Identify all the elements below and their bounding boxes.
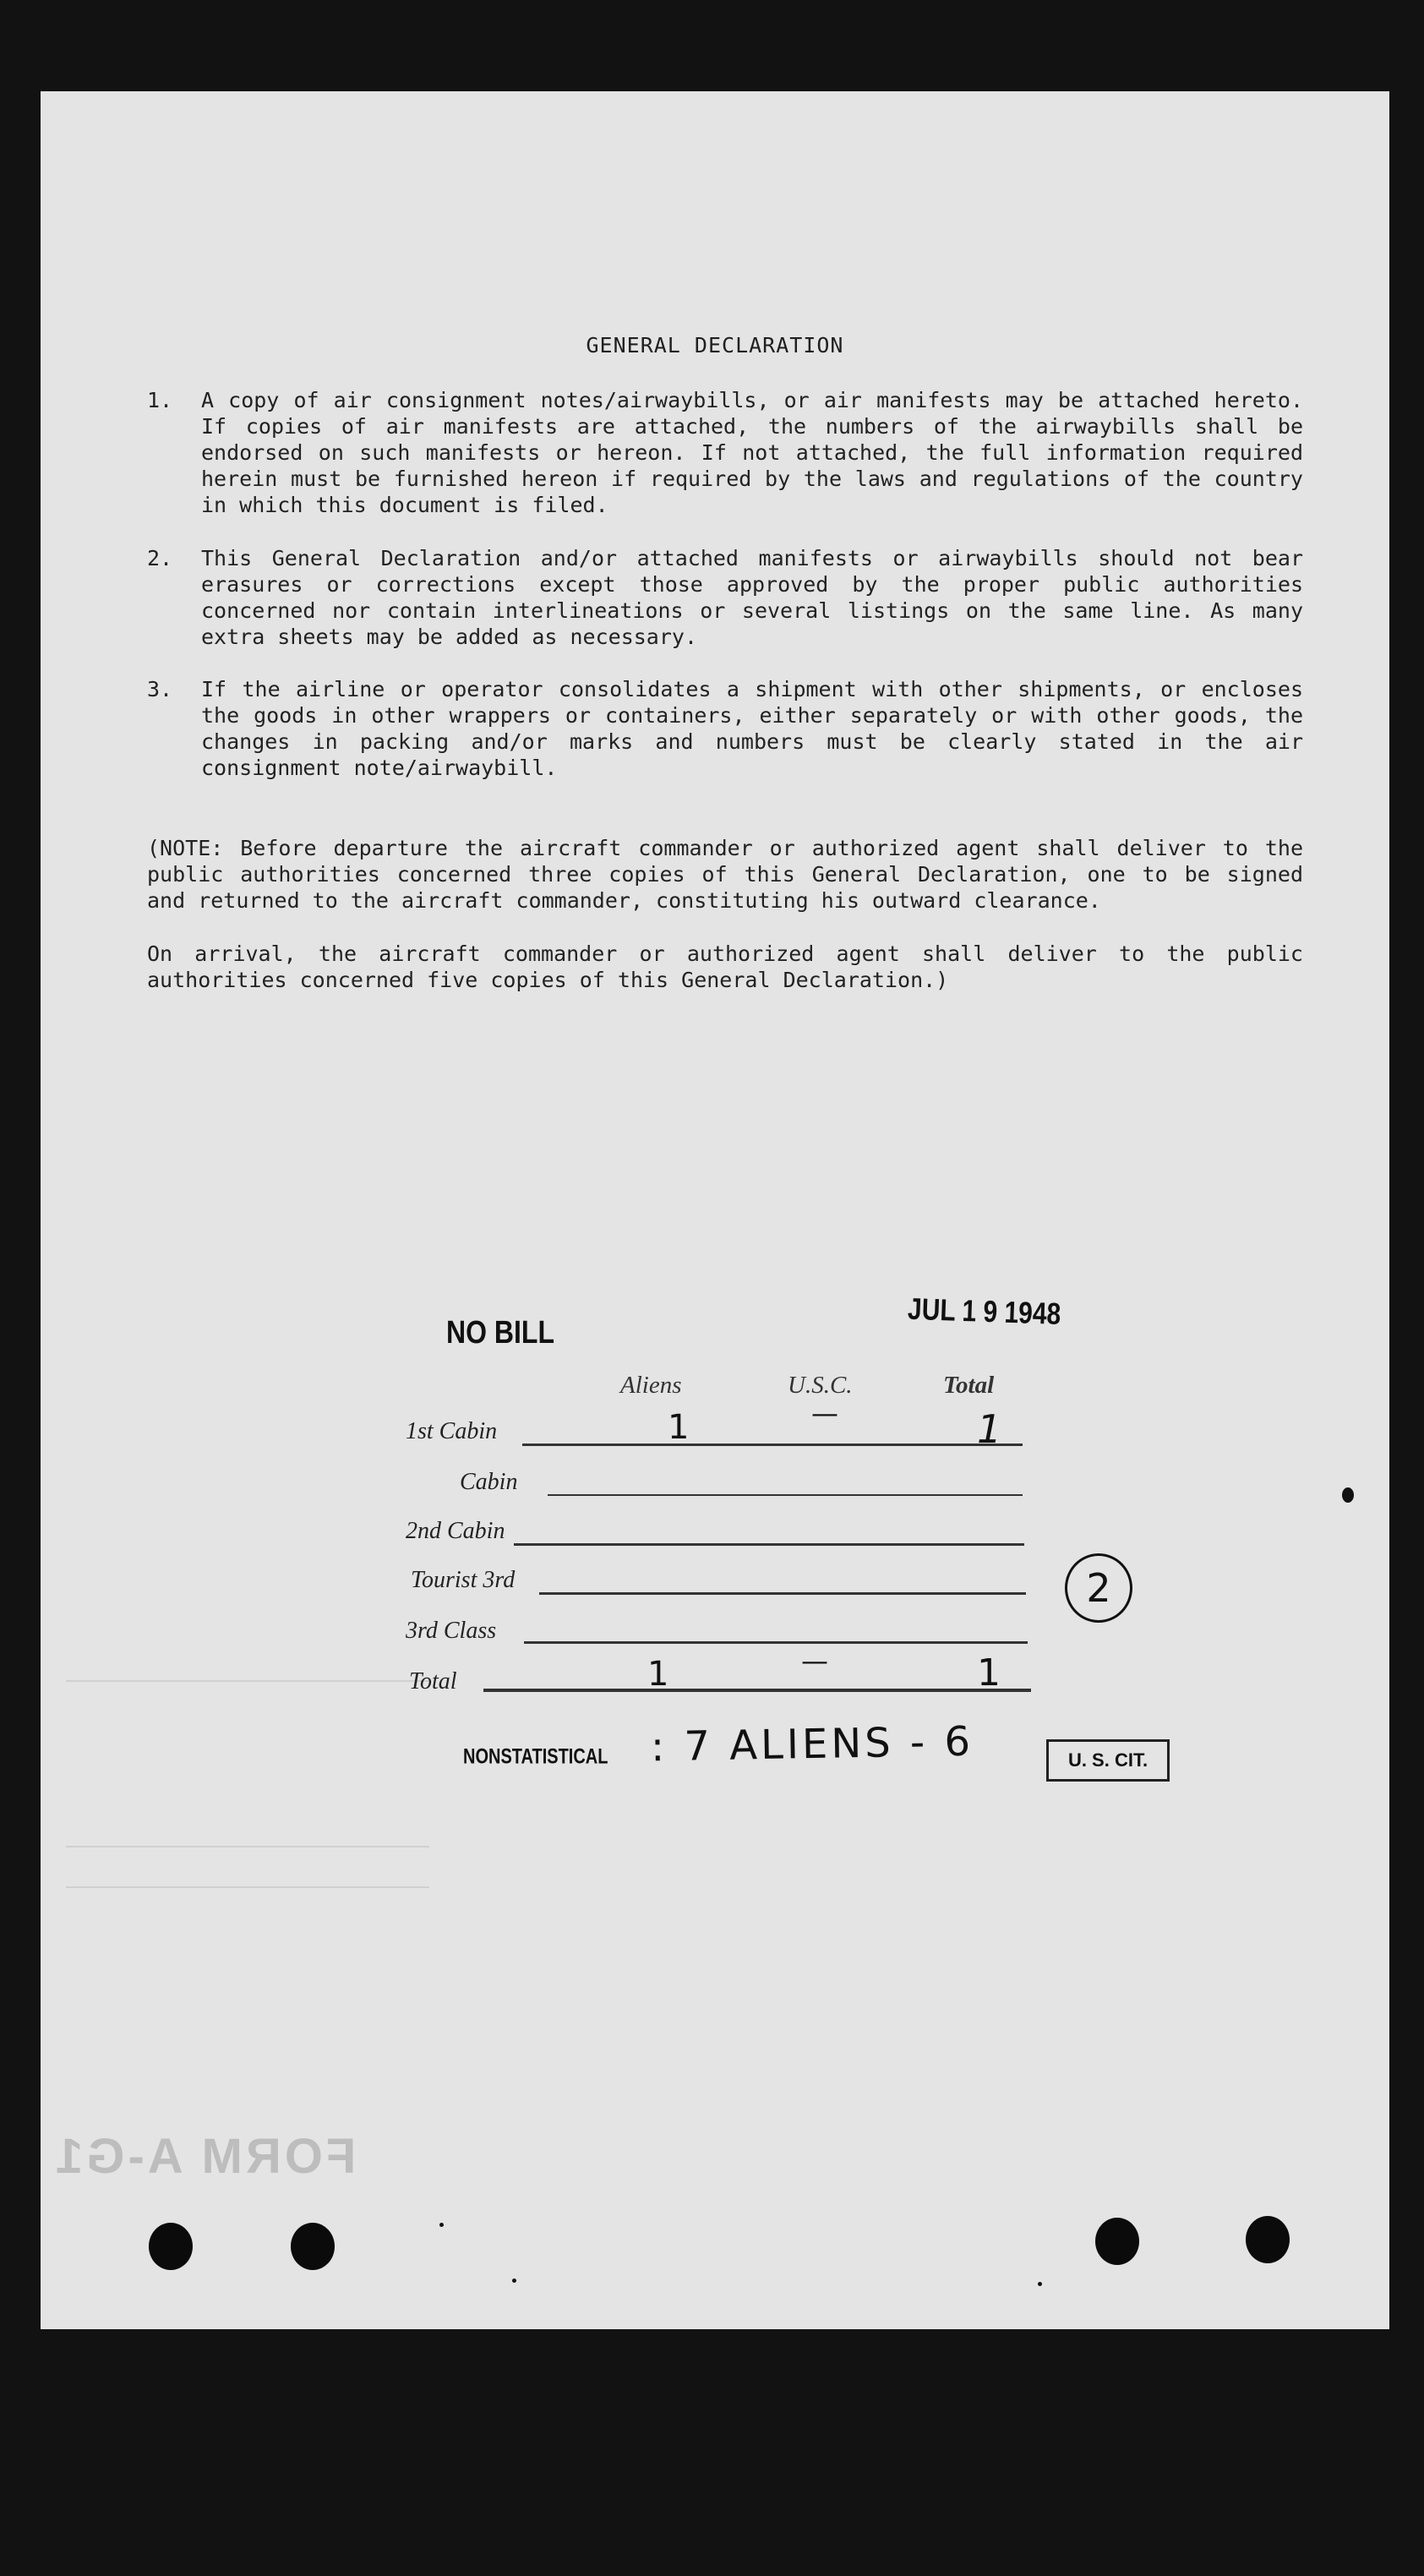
row-line [539, 1592, 1026, 1595]
column-header-aliens: Aliens [620, 1372, 682, 1399]
row-label-total: Total [409, 1668, 457, 1695]
row-line [483, 1689, 1031, 1692]
page-title: GENERAL DECLARATION [586, 333, 844, 357]
column-header-usc: U.S.C. [788, 1372, 853, 1399]
speck [512, 2279, 516, 2283]
us-citizen-stamp: U. S. CIT. [1046, 1739, 1170, 1782]
instruction-item [147, 545, 1303, 650]
punch-hole [291, 2223, 335, 2270]
item-text: A copy of air consignment notes/airwaybills, or air manifests may be attached hereto. If copies of air manifests are attached, the numbers of the airwaybills shall be endorsed on such manifests or hereon. If not attached, the full information required herein must be furnished hereon if required by the laws and regulations of the country in which this document is filed. [201, 388, 1303, 517]
row-1st-cabin-total: 1 [977, 1406, 1002, 1452]
nonstatistical-stamp: NONSTATISTICAL [463, 1745, 608, 1769]
row-total-aliens: 1 [647, 1655, 669, 1694]
punch-hole [149, 2223, 193, 2270]
row-1st-cabin-usc: — [811, 1397, 838, 1429]
row-line [548, 1494, 1023, 1496]
speck [1038, 2282, 1042, 2286]
row-line [514, 1543, 1024, 1546]
column-header-total: Total [943, 1372, 995, 1399]
instruction-item [147, 387, 1303, 518]
item-text: If the airline or operator consolidates a shipment with other shipments, or encloses the goods in other wrappers or containers, either separately or with other goods, the changes in packing and/or marks and numbers must be clearly stated in the air consignment note/airwaybill. [201, 677, 1303, 780]
row-total-usc: — [801, 1645, 828, 1677]
punch-hole [1246, 2216, 1290, 2263]
row-label-1st-cabin: 1st Cabin [406, 1418, 498, 1444]
item-number: 2. [147, 546, 173, 570]
instruction-item [147, 676, 1303, 781]
item-text: This General Declaration and/or attached manifests or airwaybills should not bear erasures or corrections except those approved by the proper public authorities concerned nor contain interlineations or several listings on the same line. As many extra sheets may be added as necessary. [201, 546, 1303, 649]
circled-number-text: 2 [1086, 1565, 1111, 1611]
row-label-3rd-class: 3rd Class [406, 1618, 497, 1644]
bleed-through-line [66, 1846, 429, 1847]
punch-hole [1095, 2218, 1139, 2265]
item-number: 1. [147, 388, 173, 412]
row-1st-cabin-aliens: 1 [668, 1408, 690, 1447]
bleed-through-line [66, 1886, 429, 1888]
no-bill-stamp: NO BILL [446, 1313, 554, 1351]
speck [439, 2223, 444, 2227]
row-label-tourist-3rd: Tourist 3rd [411, 1567, 516, 1593]
row-line [524, 1641, 1028, 1644]
row-line [522, 1444, 1023, 1446]
circled-number [1065, 1553, 1132, 1623]
row-total-total: 1 [977, 1651, 1001, 1695]
bleed-through-line [66, 1680, 429, 1682]
bleed-through-form-name: FORM A-G1 [52, 2129, 357, 2184]
row-label-2nd-cabin: 2nd Cabin [406, 1518, 505, 1544]
document-page [41, 91, 1389, 2329]
item-number: 3. [147, 677, 173, 701]
row-label-cabin: Cabin [460, 1469, 518, 1495]
note-departure: (NOTE: Before departure the aircraft commander or authorized agent shall deliver to the public authorities concerned three copies of this General Declaration, one to be signed and returned to the aircraft commander, constituting his outward clearance. [147, 836, 1303, 913]
date-stamp: JUL 1 9 1948 [907, 1292, 1061, 1332]
handwritten-aliens-note: : 7 ALIENS - 6 [650, 1717, 974, 1771]
speck [1342, 1487, 1354, 1503]
note-arrival: On arrival, the aircraft commander or authorized agent shall deliver to the public authorities concerned five copies of this General Declaration.) [147, 941, 1303, 992]
